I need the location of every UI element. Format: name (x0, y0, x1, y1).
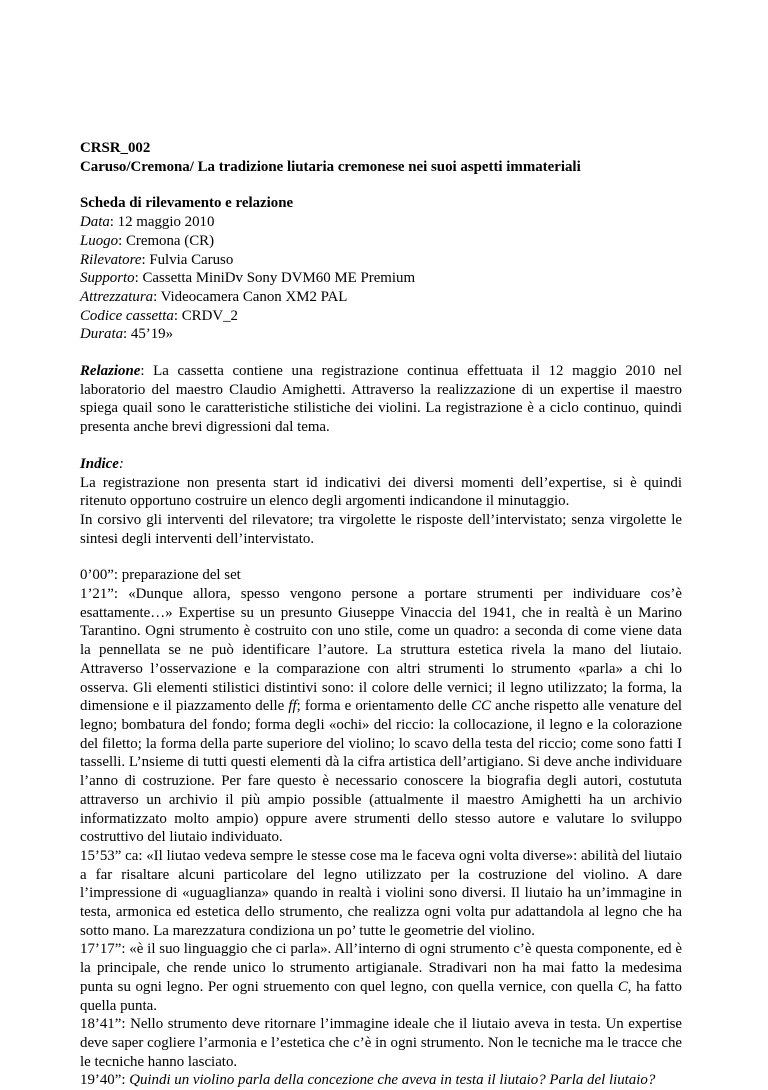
indice-paragraph-1: La registrazione non presenta start id indicativi dei diversi momenti dell’expertise, si è quindi ritenuto opportuno costruire un elenco degli argomenti indicandone il minutaggio. (80, 474, 682, 510)
entry-1717: 17’17”: «è il suo linguaggio che ci parla». All’interno di ogni strumento c’è questa componente, ed è la principale, che rende unico lo strumento artigianale. Stradivari non ha mai fatto la medesima punta su ogni legno. Per ogni struemento con quel legno, con quella vernice, con quella C, ha fatto quella punta. (80, 941, 682, 1014)
field-attrezzatura: Attrezzatura: Videocamera Canon XM2 PAL (80, 288, 348, 305)
relazione-paragraph: Relazione: La cassetta contiene una registrazione continua effettuata il 12 maggio 2010 nel laboratorio del maestro Claudio Amighetti. Attraverso la realizzazione di un expertise il maestro spiega quail sono le caratteristiche stilistiche dei violini. La registrazione è a ciclo continuo, quindi presenta anche brevi digressioni dal tema. (80, 363, 682, 436)
entry-1553: 15’53” ca: «Il liutao vedeva sempre le stesse cose ma le faceva ogni volta diverse»: abilità del liutaio a far risaltare alcuni particolare del legno utilizzato per la costruzione del violino. A dare l’impressione di «uguaglianza» quando in realtà i violini sono diversi. Il liutaio ha un’immagine in testa, armonica ed estetica dello strumento, che realizza ogni volta pur adattandola al legno che ha sotto mano. La marezzatura condiziona un po’ tutte le geometrie del violino. (80, 847, 682, 939)
field-durata: Durata: 45’19» (80, 326, 174, 343)
document-code: CRSR_002 (80, 140, 151, 156)
field-luogo: Luogo: Cremona (CR) (80, 232, 215, 249)
indice-paragraph-2: In corsivo gli interventi del rilevatore; tra virgolette le risposte dell’intervistato; senza virgolette le sintesi degli interventi dell’intervistato. (80, 511, 682, 547)
field-data: Data: 12 maggio 2010 (80, 214, 215, 231)
indice-heading: Indice: (80, 455, 124, 472)
entry-1841: 18’41”: Nello strumento deve ritornare l’immagine ideale che il liutaio aveva in testa. Un expertise deve saper cogliere l’armonia e l’estetica che c’è in ogni strumento. Non le tecniche ma le tracce che le tecniche hanno lasciato. (80, 1016, 682, 1070)
field-supporto: Supporto: Cassetta MiniDv Sony DVM60 ME Premium (80, 270, 416, 287)
field-codice-cassetta: Codice cassetta: CRDV_2 (80, 307, 238, 324)
field-rilevatore: Rilevatore: Fulvia Caruso (80, 251, 234, 268)
scheda-heading: Scheda di rilevamento e relazione (80, 195, 294, 212)
entry-0000: 0’00”: preparazione del set (80, 567, 241, 584)
entry-0121: 1’21”: «Dunque allora, spesso vengono persone a portare strumenti per individuare cos’è esattamente…» Expertise su un presunto Giuseppe Vinaccia del 1941, che in realtà è un Marino Tarantino. Ogni strumento è costruito con uno stile, come un quadro: a seconda di come viene data la pennellata se ne può identificare l’autore. La struttura estetica rivela la mano del liutaio. Attraverso l’osservazione e la comparazione con altri strumenti lo strumento «parla» a chi lo osserva. Gli elementi stilistici distintivi sono: il colore delle vernici; il legno utilizzato; la forma, la dimensione e il piazzamento delle ff; forma e orientamento delle CC anche rispetto alle venature del legno; bombatura del fondo; forma degli «ochi» del riccio: la collocazione, il legno e la colorazione del filetto; la forma della parte superiore del violino; lo scavo della testa del riccio; come sono fatti I tasselli. L’nsieme di tutti questi elementi dà la cifra artistica dell’artigiano. Si deve anche individuare l’anno di costruzione. Per fare questo è necessario conoscere la biografia degli autori, costututa attraverso un archivio il più ampio possible (attualmente il maestro Amighetti ha un archivio informatizzato molto ampio) oppure avere strumenti dello stesso autore e valutare lo sviluppo costruttivo del liutaio individuato. (80, 586, 682, 846)
document-title: Caruso/Cremona/ La tradizione liutaria cremonese nei suoi aspetti immateriali (80, 158, 581, 175)
entry-1940: 19’40”: Quindi un violino parla della concezione che aveva in testa il liutaio? Parla del liutaio? (80, 1072, 656, 1089)
